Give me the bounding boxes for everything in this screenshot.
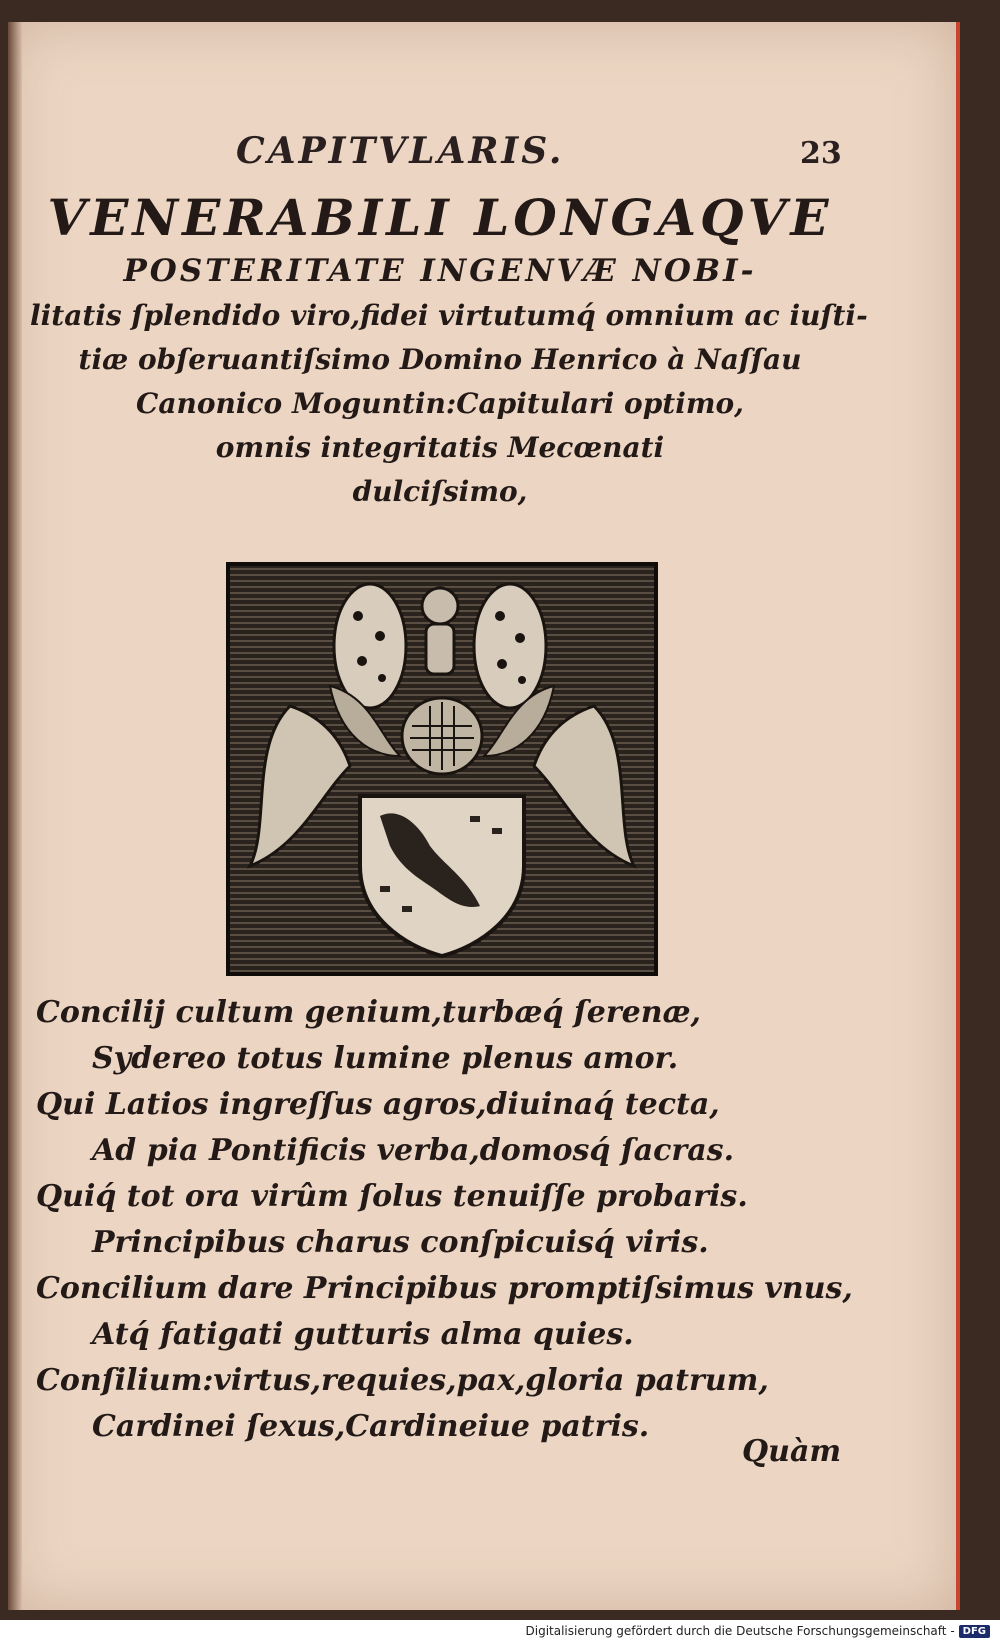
poem-line: Principibus charus conſpicuisq́ viris. [92,1225,709,1260]
poem-line: Qui Latios ingreſſus agros,diuinaq́ tecta, [36,1087,720,1122]
dedication-line: Canonico Moguntin:Capitulari optimo, [136,387,744,420]
poem-line: Quiq́ tot ora virûm ſolus tenuiſſe probaris. [36,1179,748,1214]
footer-text: Digitalisierung gefördert durch die Deutsche Forschungsgemeinschaft - [525,1624,955,1638]
dfg-logo: DFG [959,1625,990,1638]
coat-of-arms-woodcut-icon [226,562,658,976]
running-head: CAPITVLARIS. [236,130,565,172]
dedication-line: VENERABILI LONGAQVE [47,188,833,247]
page-gutter [8,22,22,1610]
poem-line: Ad pia Pontificis verba,domosq́ ſacras. [92,1133,735,1168]
poem-line: Cardinei ſexus,Cardineiue patris. [92,1409,650,1444]
digitization-footer [526,1624,991,1638]
dedication-line: dulciſsimo, [352,475,528,508]
poem [36,990,856,1450]
poem-line: Sydereo totus lumine plenus amor. [92,1041,679,1076]
dedication [30,188,868,514]
poem-line: Conſilium:virtus,requies,pax,gloria patrum, [36,1363,769,1398]
dedication-line: POSTERITATE INGENVÆ NOBI- [123,253,757,289]
page-number: 23 [800,136,842,171]
catchword: Quàm [742,1434,842,1469]
dedication-line: omnis integritatis Mecœnati [215,431,665,464]
poem-line: Concilij cultum genium,turbæq́ ſerenæ, [36,995,701,1030]
dedication-line: tiæ obſeruantiſsimo Domino Henrico à Naſſau [78,343,802,376]
dedication-line: litatis ſplendido viro,fidei virtutumq́ omnium ac iuſti- [30,299,868,332]
poem-line: Atq́ fatigati gutturis alma quies. [92,1317,634,1352]
poem-line: Concilium dare Principibus promptiſsimus vnus, [36,1271,853,1306]
